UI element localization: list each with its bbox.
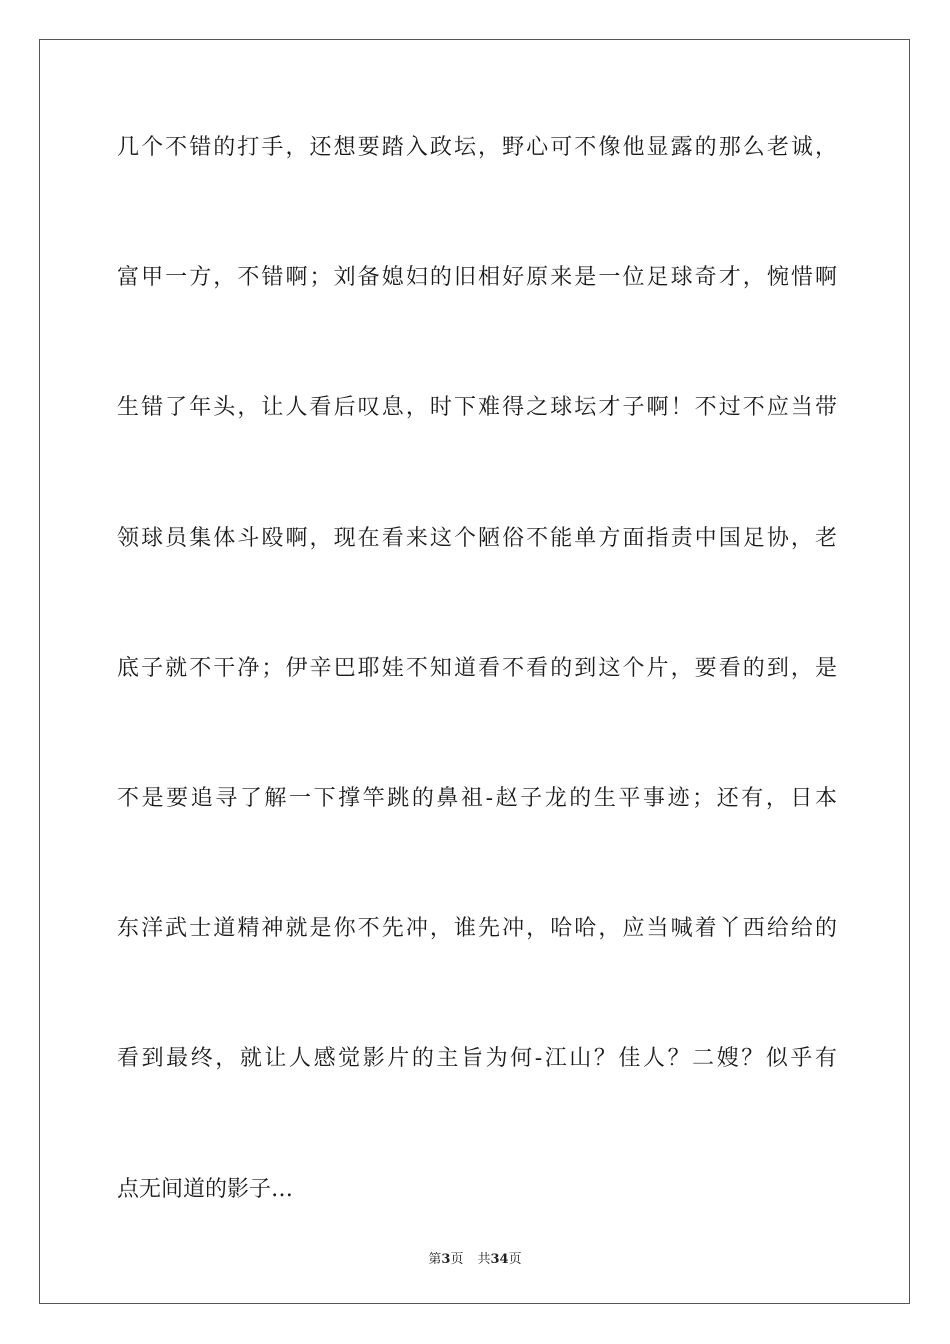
total-prefix: 共 bbox=[477, 1252, 491, 1267]
text-line-4: 领球员集体斗殴啊，现在看来这个陋俗不能单方面指责中国足协，老 bbox=[117, 525, 837, 551]
page-footer bbox=[0, 1248, 950, 1267]
text-line-8: 看到最终，就让人感觉影片的主旨为何-江山？佳人？二嫂？似乎有 bbox=[117, 1046, 837, 1072]
total-pages: 34 bbox=[490, 1252, 509, 1267]
text-line-7: 东洋武士道精神就是你不先冲，谁先冲，哈哈，应当喊着丫西给给的 bbox=[117, 916, 837, 942]
text-line-5: 底子就不干净；伊辛巴耶娃不知道看不看的到这个片，要看的到，是 bbox=[117, 655, 837, 681]
text-line-6: 不是要追寻了解一下撑竿跳的鼻祖-赵子龙的生平事迹；还有，日本 bbox=[117, 785, 837, 811]
page-number: 3 bbox=[441, 1252, 451, 1267]
text-line-9: 点无间道的影子… bbox=[117, 1176, 294, 1202]
page-suffix: 页 bbox=[450, 1252, 464, 1267]
text-line-2: 富甲一方，不错啊；刘备媳妇的旧相好原来是一位足球奇才，惋惜啊 bbox=[117, 265, 837, 291]
text-line-3: 生错了年头，让人看后叹息，时下难得之球坛才子啊！不过不应当带 bbox=[117, 395, 837, 421]
page-prefix: 第 bbox=[428, 1252, 442, 1267]
total-suffix: 页 bbox=[508, 1252, 522, 1267]
document-body bbox=[117, 129, 837, 1301]
text-line-1: 几个不错的打手，还想要踏入政坛，野心可不像他显露的那么老诚， bbox=[117, 135, 837, 160]
